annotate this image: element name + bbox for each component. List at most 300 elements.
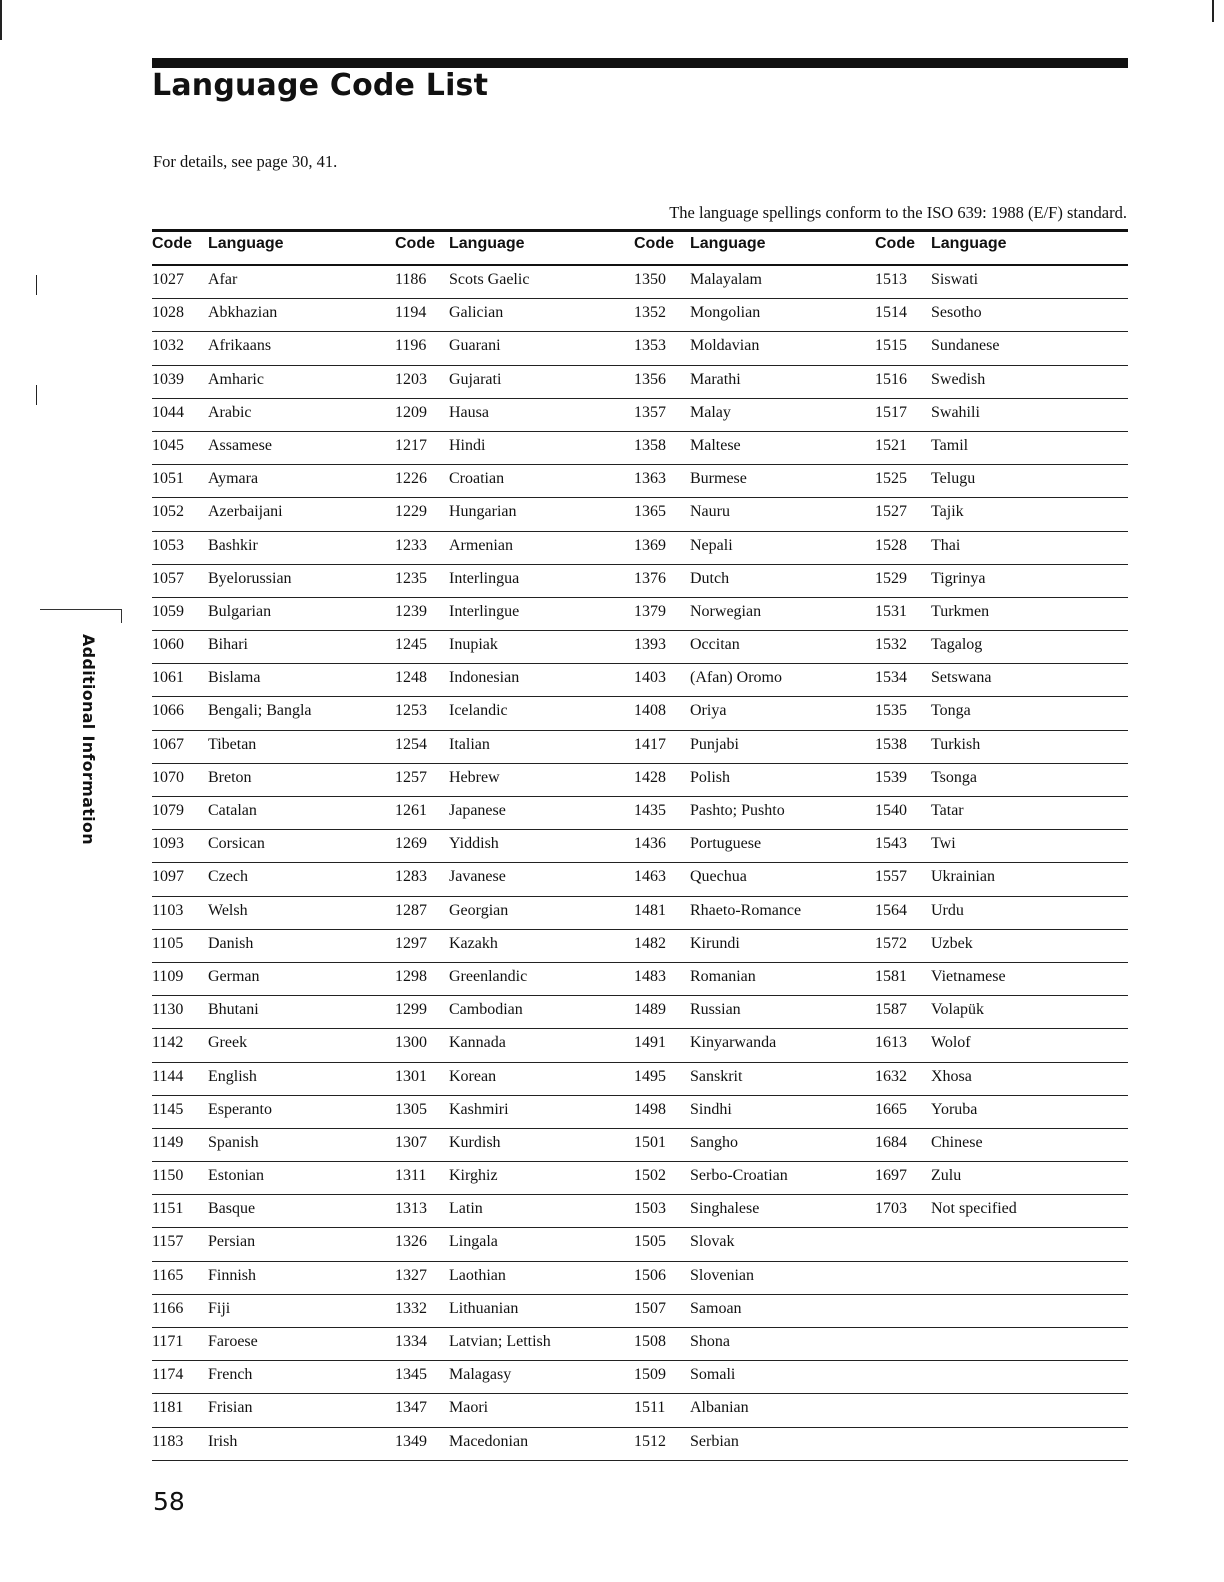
code-header: Code <box>395 235 435 252</box>
language-code: 1587 <box>875 1001 907 1019</box>
language-code: 1057 <box>152 569 184 587</box>
language-header: Language <box>208 235 284 252</box>
language-name: Thai <box>931 536 961 554</box>
language-header: Language <box>931 235 1007 252</box>
table-row <box>393 664 634 697</box>
table-row <box>152 1394 393 1427</box>
language-name: Maori <box>449 1399 489 1417</box>
table-row <box>634 1361 875 1394</box>
language-name: Sesotho <box>931 304 982 322</box>
table-row <box>393 1394 634 1427</box>
table-row <box>875 266 1128 299</box>
language-name: Singhalese <box>690 1200 760 1218</box>
language-name: Aymara <box>208 470 259 488</box>
table-row <box>393 1096 634 1129</box>
table-row <box>393 897 634 930</box>
table-row <box>634 565 875 598</box>
language-code: 1376 <box>634 569 666 587</box>
language-name: Czech <box>208 868 248 886</box>
language-code: 1358 <box>634 436 666 454</box>
language-code: 1060 <box>152 636 184 654</box>
language-code: 1557 <box>875 868 907 886</box>
table-row <box>875 664 1128 697</box>
table-row <box>875 631 1128 664</box>
language-name: Samoan <box>690 1299 742 1317</box>
language-code: 1514 <box>875 304 907 322</box>
table-row <box>393 1195 634 1228</box>
language-name: Bengali; Bangla <box>208 702 312 720</box>
language-name: Welsh <box>208 901 248 919</box>
code-header: Code <box>152 235 192 252</box>
language-code: 1353 <box>634 337 666 355</box>
table-row <box>875 366 1128 399</box>
table-row <box>152 1262 393 1295</box>
language-code: 1194 <box>395 304 427 322</box>
language-code: 1149 <box>152 1133 184 1151</box>
language-name: Inupiak <box>449 636 498 654</box>
language-code: 1079 <box>152 802 184 819</box>
language-code: 1332 <box>395 1299 427 1317</box>
language-name: Arabic <box>208 403 252 421</box>
table-row <box>634 830 875 863</box>
language-name: Basque <box>208 1200 256 1218</box>
language-code: 1027 <box>152 271 184 288</box>
language-code: 1345 <box>395 1366 427 1384</box>
table-row <box>634 1228 875 1261</box>
language-code: 1066 <box>152 702 184 720</box>
edge-mark <box>36 385 37 405</box>
language-name: (Afan) Oromo <box>690 669 782 687</box>
language-name: Oriya <box>690 702 727 720</box>
table-row <box>634 366 875 399</box>
language-code: 1564 <box>875 901 907 919</box>
language-name: Latvian; Lettish <box>449 1333 551 1350</box>
language-name: Occitan <box>690 636 740 654</box>
table-row <box>875 532 1128 565</box>
table-row <box>393 863 634 896</box>
table-row <box>875 399 1128 432</box>
table-row <box>634 996 875 1029</box>
table-column-4 <box>875 232 1128 1461</box>
table-row <box>393 731 634 764</box>
language-code: 1356 <box>634 370 666 388</box>
table-row <box>152 1195 393 1228</box>
language-name: Kashmiri <box>449 1100 509 1118</box>
language-name: Nauru <box>690 503 730 521</box>
language-name: Guarani <box>449 337 501 355</box>
language-code: 1103 <box>152 901 184 919</box>
table-row <box>875 1428 1128 1461</box>
language-code: 1349 <box>395 1432 427 1450</box>
table-row <box>875 332 1128 365</box>
table-row <box>152 1129 393 1162</box>
language-name: Bislama <box>208 669 261 687</box>
language-name: Sanskrit <box>690 1067 743 1085</box>
language-code: 1297 <box>395 934 427 952</box>
language-code: 1283 <box>395 868 427 886</box>
language-code: 1044 <box>152 403 184 421</box>
language-code: 1632 <box>875 1067 907 1085</box>
language-name: Kazakh <box>449 934 498 952</box>
language-name: Pashto; Pushto <box>690 802 785 819</box>
table-row <box>152 631 393 664</box>
table-row <box>393 465 634 498</box>
language-code: 1512 <box>634 1432 666 1450</box>
language-name: Greenlandic <box>449 967 528 985</box>
language-code: 1144 <box>152 1067 184 1085</box>
table-row <box>152 963 393 996</box>
table-row <box>152 697 393 730</box>
language-code: 1613 <box>875 1034 907 1052</box>
language-name: Kirghiz <box>449 1167 498 1185</box>
language-code: 1436 <box>634 835 666 853</box>
table-row <box>634 1162 875 1195</box>
language-code: 1684 <box>875 1133 907 1151</box>
language-name: German <box>208 967 260 985</box>
language-code: 1352 <box>634 304 666 322</box>
language-name: Bashkir <box>208 536 258 554</box>
language-name: Finnish <box>208 1266 257 1284</box>
language-name: Sangho <box>690 1133 738 1151</box>
table-row <box>875 1361 1128 1394</box>
table-row <box>875 1328 1128 1361</box>
language-code: 1529 <box>875 569 907 587</box>
table-row <box>393 631 634 664</box>
table-row <box>875 697 1128 730</box>
table-row <box>393 332 634 365</box>
language-code: 1532 <box>875 636 907 654</box>
language-code: 1217 <box>395 436 427 454</box>
table-row <box>152 1029 393 1062</box>
table-row <box>634 1129 875 1162</box>
language-name: Hebrew <box>449 768 500 786</box>
table-row <box>634 432 875 465</box>
language-name: Ukrainian <box>931 868 995 886</box>
language-code: 1379 <box>634 602 666 620</box>
language-code: 1347 <box>395 1399 427 1417</box>
table-row <box>393 399 634 432</box>
language-code: 1525 <box>875 470 907 488</box>
language-code: 1511 <box>634 1399 666 1417</box>
language-name: Malay <box>690 403 731 421</box>
language-name: Mongolian <box>690 304 761 322</box>
language-name: Bihari <box>208 636 248 654</box>
language-code: 1572 <box>875 934 907 952</box>
language-code: 1482 <box>634 934 666 952</box>
top-rule <box>152 58 1128 68</box>
language-code: 1334 <box>395 1333 427 1350</box>
language-code: 1186 <box>395 271 427 288</box>
language-code: 1369 <box>634 536 666 554</box>
language-name: Byelorussian <box>208 569 292 587</box>
table-row <box>634 1295 875 1328</box>
table-row <box>152 830 393 863</box>
language-code: 1235 <box>395 569 427 587</box>
table-row <box>634 731 875 764</box>
language-code: 1070 <box>152 768 184 786</box>
language-name: Turkish <box>931 735 981 753</box>
language-name: Sindhi <box>690 1100 732 1118</box>
table-row <box>393 498 634 531</box>
language-name: Afrikaans <box>208 337 272 355</box>
language-code: 1145 <box>152 1100 184 1118</box>
language-name: Danish <box>208 934 254 952</box>
table-row <box>634 532 875 565</box>
language-name: Persian <box>208 1233 256 1251</box>
table-row <box>152 498 393 531</box>
table-row <box>393 1228 634 1261</box>
column-header <box>875 232 1128 266</box>
language-code: 1097 <box>152 868 184 886</box>
table-row <box>152 432 393 465</box>
language-name: Corsican <box>208 835 265 853</box>
language-code: 1357 <box>634 403 666 421</box>
side-tab-label: Additional Information <box>79 634 98 845</box>
language-code: 1506 <box>634 1266 666 1284</box>
language-code: 1517 <box>875 403 907 421</box>
language-name: Slovak <box>690 1233 735 1251</box>
table-row <box>152 996 393 1029</box>
language-name: Tamil <box>931 436 969 454</box>
language-code: 1543 <box>875 835 907 853</box>
language-code: 1435 <box>634 802 666 819</box>
language-code: 1300 <box>395 1034 427 1052</box>
language-name: Japanese <box>449 802 506 819</box>
language-name: Romanian <box>690 967 756 985</box>
table-row <box>152 797 393 830</box>
language-name: Kirundi <box>690 934 740 952</box>
table-row <box>393 797 634 830</box>
language-code: 1509 <box>634 1366 666 1384</box>
language-name: Latin <box>449 1200 483 1218</box>
language-name: Estonian <box>208 1167 264 1185</box>
language-code: 1105 <box>152 934 184 952</box>
table-row <box>152 1428 393 1461</box>
language-code: 1226 <box>395 470 427 488</box>
language-code: 1489 <box>634 1001 666 1019</box>
table-row <box>152 664 393 697</box>
language-name: Tsonga <box>931 768 977 786</box>
language-name: Tibetan <box>208 735 257 753</box>
language-name: Moldavian <box>690 337 760 355</box>
language-name: Zulu <box>931 1167 962 1185</box>
language-code: 1245 <box>395 636 427 654</box>
table-row <box>875 1029 1128 1062</box>
table-row <box>634 299 875 332</box>
table-row <box>634 897 875 930</box>
language-name: Malagasy <box>449 1366 512 1384</box>
language-code: 1166 <box>152 1299 184 1317</box>
language-code: 1269 <box>395 835 427 853</box>
language-code: 1254 <box>395 735 427 753</box>
language-name: Macedonian <box>449 1432 529 1450</box>
language-name: Bulgarian <box>208 602 272 620</box>
table-row <box>875 299 1128 332</box>
language-name: Volapük <box>931 1001 985 1019</box>
language-code: 1151 <box>152 1200 184 1218</box>
language-code: 1130 <box>152 1001 184 1019</box>
language-code: 1052 <box>152 503 184 521</box>
language-name: Slovenian <box>690 1266 754 1284</box>
table-row <box>393 1295 634 1328</box>
table-row <box>634 930 875 963</box>
language-name: Azerbaijani <box>208 503 283 521</box>
language-code: 1507 <box>634 1299 666 1317</box>
language-name: Lingala <box>449 1233 498 1251</box>
language-name: Icelandic <box>449 702 508 720</box>
language-code: 1239 <box>395 602 427 620</box>
language-code: 1287 <box>395 901 427 919</box>
language-name: Catalan <box>208 802 257 819</box>
language-code: 1051 <box>152 470 184 488</box>
language-code: 1298 <box>395 967 427 985</box>
language-name: Maltese <box>690 436 741 454</box>
language-code: 1417 <box>634 735 666 753</box>
language-code: 1311 <box>395 1167 427 1185</box>
edge-mark <box>36 275 37 295</box>
table-row <box>393 532 634 565</box>
table-row <box>152 266 393 299</box>
language-name: Faroese <box>208 1333 258 1350</box>
language-code: 1528 <box>875 536 907 554</box>
table-row <box>152 598 393 631</box>
table-row <box>152 897 393 930</box>
language-code: 1363 <box>634 470 666 488</box>
table-row <box>152 465 393 498</box>
table-row <box>634 465 875 498</box>
table-row <box>393 1328 634 1361</box>
language-name: Croatian <box>449 470 505 488</box>
table-row <box>634 664 875 697</box>
table-row <box>393 697 634 730</box>
language-name: Assamese <box>208 436 272 454</box>
language-name: English <box>208 1067 257 1085</box>
table-row <box>875 465 1128 498</box>
language-code: 1515 <box>875 337 907 355</box>
language-name: Telugu <box>931 470 976 488</box>
language-name: Serbian <box>690 1432 739 1450</box>
table-row <box>393 1162 634 1195</box>
language-name: Scots Gaelic <box>449 271 530 288</box>
table-row <box>152 1295 393 1328</box>
language-name: Afar <box>208 271 238 288</box>
side-tab-line <box>40 609 122 610</box>
language-code: 1534 <box>875 669 907 687</box>
language-code: 1203 <box>395 370 427 388</box>
table-row <box>875 1129 1128 1162</box>
language-code: 1261 <box>395 802 427 819</box>
language-header: Language <box>690 235 766 252</box>
language-name: Interlingua <box>449 569 520 587</box>
language-name: Hausa <box>449 403 489 421</box>
language-name: Spanish <box>208 1133 259 1151</box>
language-name: Irish <box>208 1432 238 1450</box>
language-name: Hungarian <box>449 503 517 521</box>
column-header <box>393 232 634 266</box>
language-name: Kannada <box>449 1034 506 1052</box>
page-title: Language Code List <box>152 68 489 103</box>
language-code: 1067 <box>152 735 184 753</box>
language-code: 1181 <box>152 1399 184 1417</box>
table-row <box>875 1162 1128 1195</box>
language-code: 1061 <box>152 669 184 687</box>
table-row <box>875 897 1128 930</box>
table-column-1 <box>152 232 393 1461</box>
table-row <box>393 432 634 465</box>
language-code: 1053 <box>152 536 184 554</box>
language-code: 1028 <box>152 304 184 322</box>
table-row <box>393 996 634 1029</box>
standard-note: The language spellings conform to the ISO 639: 1988 (E/F) standard. <box>669 203 1127 222</box>
language-name: Russian <box>690 1001 741 1019</box>
language-name: Quechua <box>690 868 747 886</box>
language-code: 1365 <box>634 503 666 521</box>
language-code: 1196 <box>395 337 427 355</box>
language-code: 1501 <box>634 1133 666 1151</box>
table-row <box>875 598 1128 631</box>
table-row <box>152 399 393 432</box>
language-code: 1233 <box>395 536 427 554</box>
language-code: 1393 <box>634 636 666 654</box>
language-code: 1253 <box>395 702 427 720</box>
language-name: Bhutani <box>208 1001 259 1019</box>
table-row <box>393 266 634 299</box>
table-row <box>634 863 875 896</box>
table-row <box>634 631 875 664</box>
language-code: 1540 <box>875 802 907 819</box>
language-name: French <box>208 1366 253 1384</box>
table-row <box>875 565 1128 598</box>
language-name: Greek <box>208 1034 248 1052</box>
language-name: Esperanto <box>208 1100 272 1118</box>
language-name: Xhosa <box>931 1067 972 1085</box>
table-row <box>152 366 393 399</box>
language-code: 1502 <box>634 1167 666 1185</box>
table-row <box>634 332 875 365</box>
language-name: Swedish <box>931 370 986 388</box>
table-row <box>393 1063 634 1096</box>
table-row <box>875 731 1128 764</box>
language-code: 1538 <box>875 735 907 753</box>
details-reference: For details, see page 30, 41. <box>153 152 338 171</box>
language-name: Frisian <box>208 1399 253 1417</box>
language-name: Swahili <box>931 403 980 421</box>
table-row <box>393 1129 634 1162</box>
language-code: 1229 <box>395 503 427 521</box>
table-row <box>875 963 1128 996</box>
language-name: Javanese <box>449 868 506 886</box>
language-name: Yoruba <box>931 1100 978 1118</box>
table-row <box>875 863 1128 896</box>
table-row <box>634 1096 875 1129</box>
language-name: Not specified <box>931 1200 1017 1218</box>
column-header <box>152 232 393 266</box>
language-code: 1157 <box>152 1233 184 1251</box>
language-code: 1299 <box>395 1001 427 1019</box>
language-code: 1142 <box>152 1034 184 1052</box>
language-code: 1093 <box>152 835 184 853</box>
language-code: 1350 <box>634 271 666 288</box>
language-name: Shona <box>690 1333 730 1350</box>
table-row <box>875 1096 1128 1129</box>
language-name: Turkmen <box>931 602 990 620</box>
language-name: Malayalam <box>690 271 762 288</box>
language-name: Twi <box>931 835 956 853</box>
table-row <box>393 299 634 332</box>
language-name: Polish <box>690 768 731 786</box>
language-code: 1505 <box>634 1233 666 1251</box>
table-row <box>875 1063 1128 1096</box>
